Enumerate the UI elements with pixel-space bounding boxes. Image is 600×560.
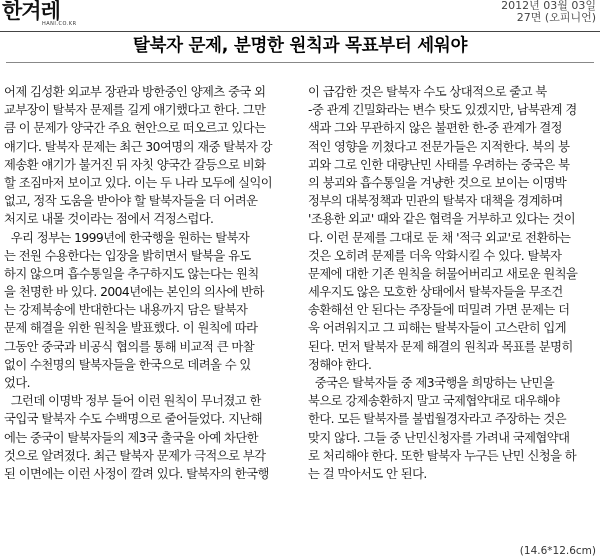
text-line: 로 처리해야 한다. 또한 탈북자 누구든 난민 신청을 하 [308,448,577,463]
text-line: 는 강제북송에 반대한다는 내용까지 담은 탈북자 [4,303,248,318]
text-line: 처지로 내몰 것이라는 점에서 걱정스럽다. [4,212,214,227]
masthead [0,0,600,30]
logo-subtext: HANI.CO.KR [42,21,77,27]
text-line: 의 붕괴와 흡수통일을 겨냥한 것으로 보이는 이명박 [308,175,567,190]
text-line: 맞지 않다. 그들 중 난민신청자를 가려내 국제협약대 [308,430,570,445]
newspaper-logo [2,0,77,27]
top-divider [0,31,600,32]
text-line: 할 조짐마저 보이고 있다. 이는 두 나라 모두에 실익이 [4,175,273,190]
text-line: 을 천명한 바 있다. 2004년에는 본인의 의사에 반하 [4,285,264,300]
text-line: 그런데 이명박 정부 들어 이런 원칙이 무너졌고 한 [4,394,261,409]
headline-divider [6,62,594,63]
article-column-right [308,83,598,483]
text-line: 이 급감한 것은 탈북자 수도 상대적으로 줄고 북 [308,85,547,99]
text-line: 괴와 그로 인한 대량난민 사태를 우려하는 중국은 북 [308,157,570,172]
text-line: 정부의 대북정책과 민관의 탈북자 대책을 경계하며 [308,194,563,209]
text-line: 송환해선 안 된다는 주장들에 떠밀려 가면 문제는 더 [308,303,570,318]
text-line: 중국은 탈북자들 중 제3국행을 희망하는 난민을 [308,376,555,390]
text-line: 된다. 먼저 탈북자 문제 해결의 원칙과 목표를 분명히 [308,339,573,354]
text-line: 큼 이 문제가 양국간 주요 현안으로 떠오르고 있다는 [4,121,266,136]
text-line: 었다. [4,376,31,390]
text-line: 하지 않으며 흡수통일을 추구하지도 않는다는 원칙 [4,266,259,281]
text-line: 색과 그와 무관하지 않은 불편한 한-중 관계가 결정 [308,121,562,136]
text-line: 것으로 알려졌다. 최근 탈북자 문제가 극적으로 부각 [4,448,266,463]
page-section: 27면 (오피니언) [516,11,596,24]
text-line: -중 관계 긴밀화라는 변수 탓도 있겠지만, 남북관계 경 [308,103,577,118]
text-line: 에는 중국이 탈북자들의 제3국 출국을 아예 차단한 [4,430,259,445]
text-line: 문제에 대한 기존 원칙을 허물어버리고 새로운 원칙을 [308,266,578,281]
text-line: 그동안 중국과 비공식 협의를 통해 비교적 큰 마찰 [4,339,255,354]
text-line: 정해야 한다. [308,357,372,372]
text-line: 국입국 탈북자 수도 수백명으로 줄어들었다. 지난해 [4,412,263,427]
text-line: 욱 어려워지고 그 피해는 탈북자들이 고스란히 입게 [308,321,567,336]
logo-text: 한겨레 [2,0,60,23]
text-line: '조용한 외교' 때와 같은 협력을 거부하고 있다는 것이 [308,212,576,227]
text-line: 없이 수천명의 탈북자들을 한국으로 데려올 수 있 [4,357,251,372]
article-headline: 탈북자 문제, 분명한 원칙과 목표부터 세워야 [132,36,468,56]
text-line: 문제 해결을 위한 원칙을 발표했다. 이 원칙에 따라 [4,321,258,336]
text-line: 다. 이런 문제를 그대로 둔 채 '적극 외교'로 전환하는 [308,230,571,245]
publication-date: 2012년 03월 03일 [501,0,596,12]
text-line: 없고, 정작 도움을 받아야 할 탈북자들을 더 어려운 [4,194,258,209]
text-line: 어제 김성환 외교부 장관과 방한중인 양제츠 중국 외 [4,85,266,99]
publication-info [501,0,596,24]
text-line: 제송환 얘기가 불거진 뒤 자칫 양국간 갈등으로 비화 [4,157,266,172]
text-line: 우리 정부는 1999년에 한국행을 원하는 탈북자 [4,230,250,245]
article-column-left [4,83,294,483]
text-line: 세우지도 않은 모호한 상태에서 탈북자들을 무조건 [308,285,563,300]
text-line: 얘기다. 탈북자 문제는 최근 30여명의 재중 탈북자 강 [4,139,272,154]
text-line: 적인 영향을 끼쳤다고 전문가들은 지적한다. 북의 붕 [308,139,570,154]
text-line: 교부장이 탈북자 문제를 길게 얘기했다고 한다. 그만 [4,103,266,118]
text-line: 것은 오히려 문제를 더욱 악화시킬 수 있다. 탈북자 [308,248,562,263]
clipping-size: (14.6*12.6cm) [519,545,596,557]
text-line: 된 이면에는 이런 사정이 깔려 있다. 탈북자의 한국행 [4,466,269,481]
text-line: 는 걸 막아서도 안 된다. [308,466,427,481]
text-line: 북으로 강제송환하지 말고 국제협약대로 대우해야 [308,394,560,409]
text-line: 한다. 모든 탈북자를 불법월경자라고 주장하는 것은 [308,412,567,427]
text-line: 는 전원 수용한다는 입장을 밝히면서 탈북을 유도 [4,248,251,263]
